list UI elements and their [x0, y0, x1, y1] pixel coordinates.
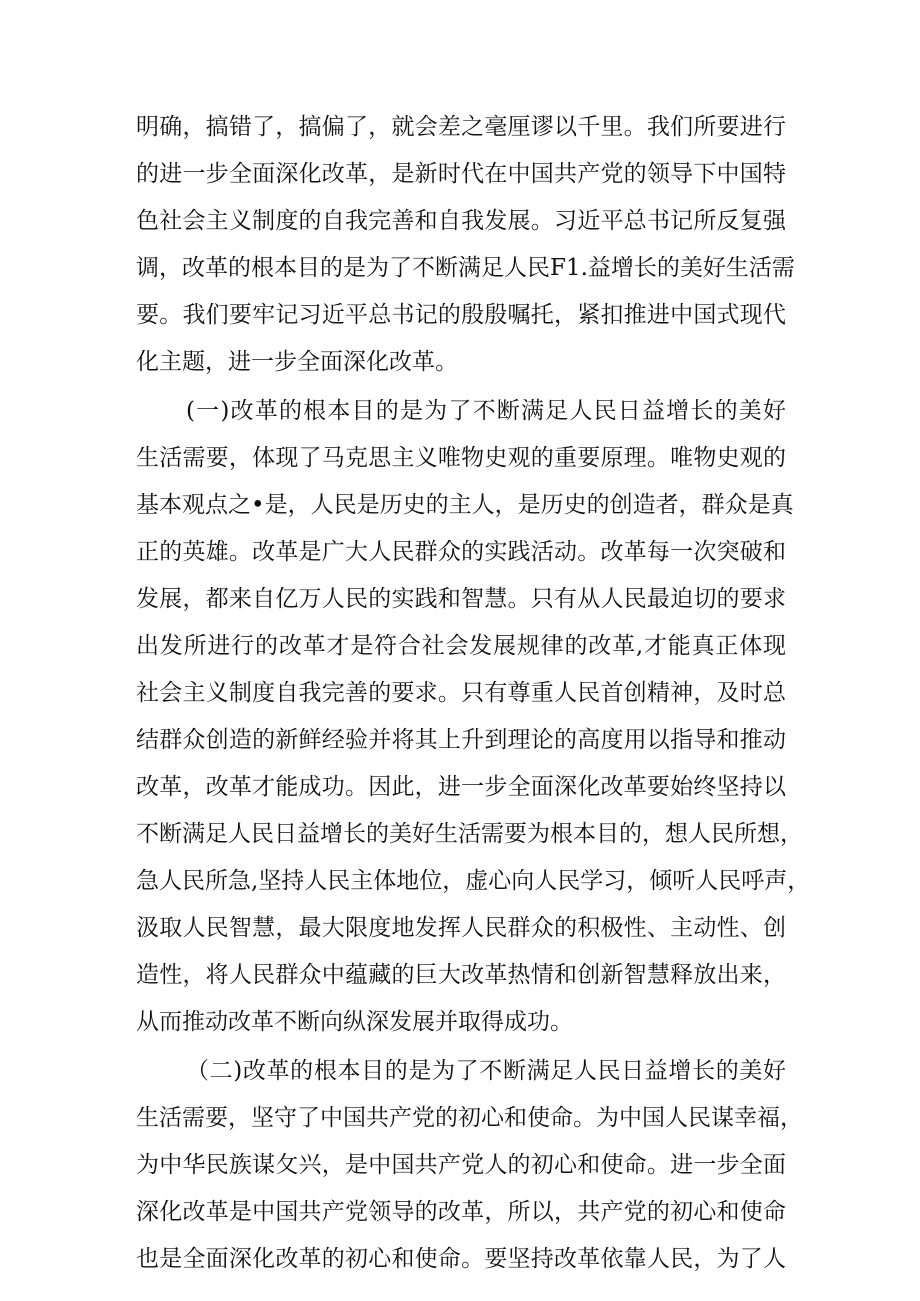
document-body [136, 104, 811, 1283]
text-line: 改革，改革才能成功。因此，进一步全面深化改革要始终坚持以 [136, 774, 786, 800]
text-line: 生活需要，体现了马克思主义唯物史观的重要原理。唯物史观的 [136, 445, 786, 471]
text-line: 发展，都来自亿万人民的实践和智慧。只有从人民最迫切的要求 [136, 586, 786, 612]
text-line: 为中华民族谋攵兴，是中国共产党人的初心和使命。进一步全面 [136, 1152, 786, 1178]
text-line: 出发所进行的改革才是符合社会发展规律的改革,才能真正体现 [136, 633, 786, 659]
text-line: 汲取人民智慧，最大限度地发挥人民群众的积极性、主动性、创 [136, 915, 786, 941]
text-line: 从而推动改革不断向纵深发展并取得成功。 [136, 1009, 573, 1035]
text-line: 调，改革的根本目的是为了不断满足人民F1.益增长的美好生活需 [136, 255, 795, 281]
text-line: (一)改革的根本目的是为了不断满足人民日益增长的美好 [186, 398, 786, 424]
text-line: 也是全面深化改革的初心和使命。要坚持改革依靠人民，为了人 [136, 1246, 786, 1272]
paragraph-1 [136, 104, 795, 386]
text-line: 色社会主义制度的自我完善和自我发展。习近平总书记所反复强 [136, 208, 786, 234]
text-line: 化主题，进一步全面深化改革。 [136, 349, 458, 375]
text-line: 正的英雄。改革是广大人民群众的实践活动。改革每一次突破和 [136, 539, 786, 565]
paragraph-2 [136, 388, 811, 1046]
text-line: 生活需要，坚守了中国共产党的初心和使命。为中国人民谋幸福， [136, 1105, 803, 1131]
text-line: 造性，将人民群众中蕴藏的巨大改革热情和创新智慧释放出来， [136, 962, 786, 988]
text-line: 结群众创造的新鲜经验并将其上升到理论的高度用以指导和推动 [136, 727, 786, 753]
text-line: 的进一步全面深化改革，是新时代在中国共产党的领导下中国特 [136, 161, 786, 187]
text-line: 深化改革是中国共产党领导的改革，所以，共产党的初心和使命 [136, 1199, 786, 1225]
text-line: 要。我们要牢记习近平总书记的殷殷嘱托，紧扣推进中国式现代 [136, 302, 786, 328]
text-line: 基本观点之•是，人民是历史的主人，是历史的创造者，群众是真 [136, 492, 794, 518]
text-line: 不断满足人民日益增长的美好生活需要为根本目的，想人民所想， [136, 821, 803, 847]
paragraph-3 [136, 1048, 803, 1283]
text-line: （二)改革的根本目的是为了不断满足人民日益增长的美好 [186, 1058, 786, 1084]
text-line: 社会主义制度自我完善的要求。只有尊重人民首创精神，及时总 [136, 680, 786, 706]
text-line: 明确，搞错了，搞偏了，就会差之毫厘谬以千里。我们所要进行 [136, 114, 786, 140]
text-line: 急人民所急,坚持人民主体地位，虚心向人民学习，倾听人民呼声， [136, 868, 811, 894]
